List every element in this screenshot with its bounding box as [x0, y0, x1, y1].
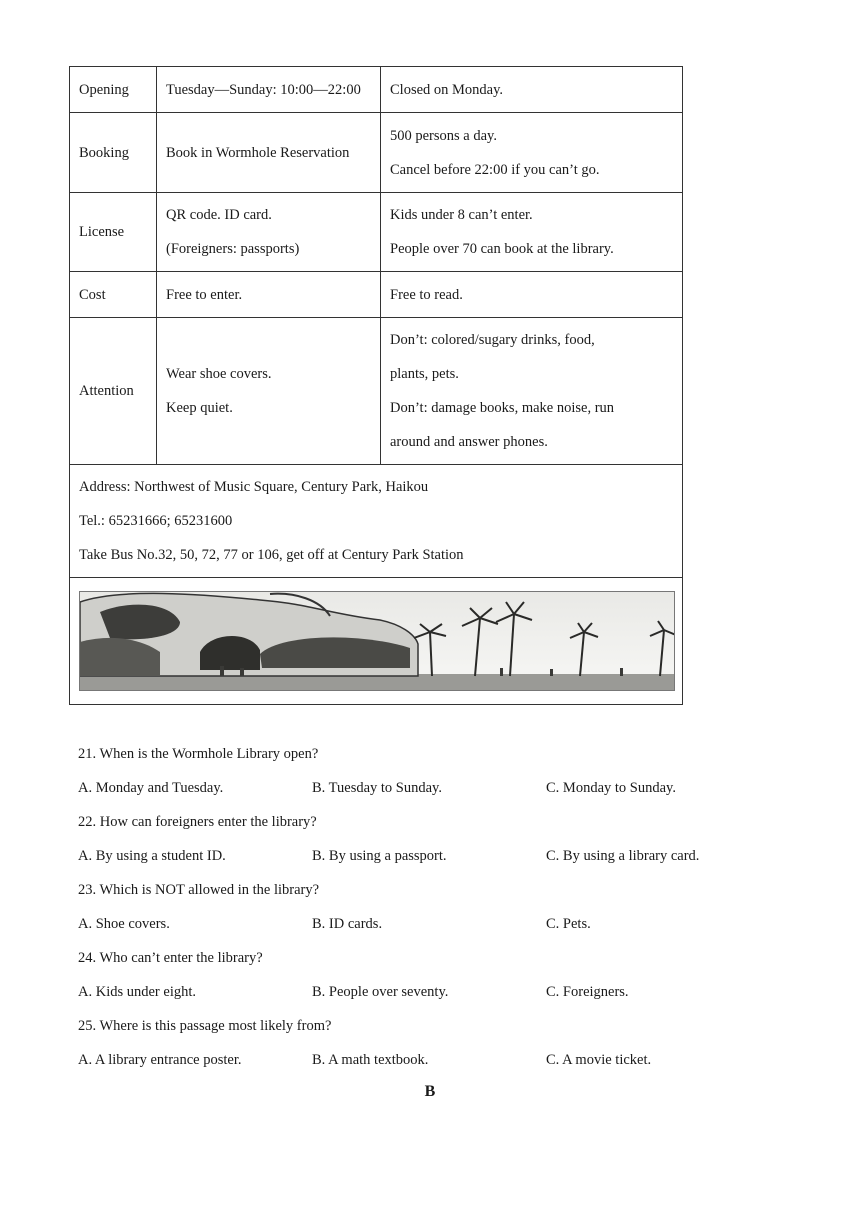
address-text: Address: Northwest of Music Square, Century Park, Haikou: [79, 479, 429, 495]
table-row-attention: [70, 318, 683, 465]
table-row-booking: [70, 113, 683, 193]
table-row-cost: [70, 272, 683, 318]
library-photo: [79, 591, 675, 691]
option-row: [78, 975, 798, 1009]
question-list: [78, 737, 798, 1077]
table-row-opening: [70, 67, 683, 113]
photo-cell: [70, 578, 683, 705]
library-info-table: [69, 66, 683, 705]
tel-text: Tel.: 65231666; 65231600: [79, 513, 233, 529]
option-b: B. People over seventy.: [312, 984, 449, 1000]
row-note: Kids under 8 can’t enter. People over 70 can book at the library.: [381, 193, 683, 272]
row-note: Closed on Monday.: [381, 67, 683, 113]
contact-cell: [70, 465, 683, 578]
row-note: 500 persons a day. Cancel before 22:00 if you can’t go.: [381, 113, 683, 193]
row-label: Cost: [70, 272, 157, 318]
question-text: 22. How can foreigners enter the library?: [78, 814, 317, 830]
row-detail: Free to enter.: [157, 272, 381, 318]
question-text: 24. Who can’t enter the library?: [78, 950, 263, 966]
option-a: A. By using a student ID.: [78, 848, 226, 864]
table-row-contact: [70, 465, 683, 578]
option-row: [78, 771, 798, 805]
row-detail: Tuesday—Sunday: 10:00—22:00: [157, 67, 381, 113]
option-b: B. Tuesday to Sunday.: [312, 780, 442, 796]
table-row-photo: [70, 578, 683, 705]
question-text: 25. Where is this passage most likely from?: [78, 1018, 332, 1034]
option-b: B. A math textbook.: [312, 1052, 429, 1068]
row-note: Don’t: colored/sugary drinks, food, plants, pets. Don’t: damage books, make noise, run around and answer phones.: [381, 318, 683, 465]
option-b: B. ID cards.: [312, 916, 383, 932]
option-row: [78, 839, 798, 873]
row-detail: Book in Wormhole Reservation: [157, 113, 381, 193]
bus-text: Take Bus No.32, 50, 72, 77 or 106, get off at Century Park Station: [79, 547, 464, 563]
question-text: 21. When is the Wormhole Library open?: [78, 746, 319, 762]
row-label: License: [70, 193, 157, 272]
option-c: C. Pets.: [546, 916, 591, 932]
option-a: A. Shoe covers.: [78, 916, 170, 932]
option-a: A. Monday and Tuesday.: [78, 780, 224, 796]
option-a: A. A library entrance poster.: [78, 1052, 242, 1068]
section-heading: B: [424, 1083, 436, 1100]
table-row-license: [70, 193, 683, 272]
option-c: C. By using a library card.: [546, 848, 700, 864]
option-row: [78, 1043, 798, 1077]
option-c: C. Monday to Sunday.: [546, 780, 676, 796]
row-label: Booking: [70, 113, 157, 193]
row-label: Opening: [70, 67, 157, 113]
option-b: B. By using a passport.: [312, 848, 447, 864]
option-row: [78, 907, 798, 941]
row-note: Free to read.: [381, 272, 683, 318]
row-label: Attention: [70, 318, 157, 465]
question-text: 23. Which is NOT allowed in the library?: [78, 882, 320, 898]
option-a: A. Kids under eight.: [78, 984, 196, 1000]
row-detail: QR code. ID card. (Foreigners: passports): [157, 193, 381, 272]
option-c: C. A movie ticket.: [546, 1052, 652, 1068]
option-c: C. Foreigners.: [546, 984, 629, 1000]
row-detail: Wear shoe covers. Keep quiet.: [157, 318, 381, 465]
